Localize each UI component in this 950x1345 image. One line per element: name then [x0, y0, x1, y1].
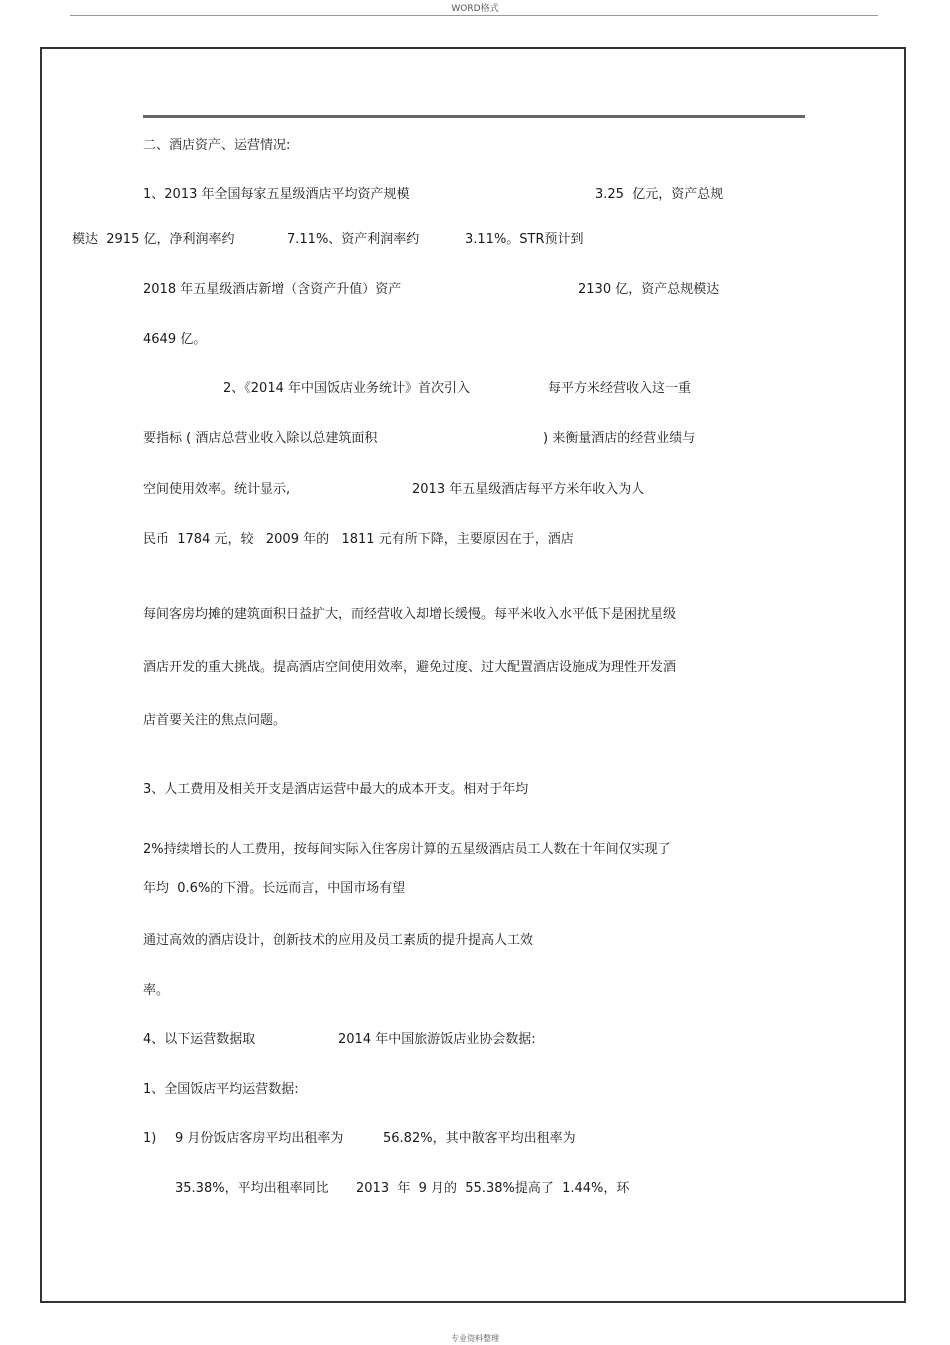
p2-line6: 酒店开发的重大挑战。提高酒店空间使用效率，避免过度、过大配置酒店设施成为理性开发酒 — [143, 660, 677, 675]
p2-line3-text: 空间使用效率。统计显示, — [143, 482, 291, 497]
p3-line3: 年均 0.6%的下滑。长远而言，中国市场有望 — [143, 881, 406, 896]
p1-line2-str: 3.11%。STR预计到 — [465, 232, 584, 247]
p4-line4-text: 35.38%，平均出租率同比 — [175, 1181, 329, 1196]
section-heading: 二、酒店资产、运营情况: — [143, 138, 291, 153]
p1-line1-value: 3.25 亿元，资产总规 — [595, 187, 724, 202]
p1-line2-profit: 7.11%、资产利润率约 — [287, 232, 420, 247]
p1-line3-text: 2018 年五星级酒店新增（含资产升值）资产 — [143, 282, 402, 297]
p4-line1-text: 4、以下运营数据取 — [143, 1032, 256, 1047]
p2-line5: 每间客房均摊的建筑面积日益扩大，而经营收入却增长缓慢。每平米收入水平低下是困扰星级 — [143, 607, 677, 622]
p2-line2-tail: ) 来衡量酒店的经营业绩与 — [543, 431, 696, 446]
p2-line1-tail: 每平方米经营收入这一重 — [548, 381, 692, 396]
p3-line2: 2%持续增长的人工费用，按每间实际入住客房计算的五星级酒店员工人数在十年间仅实现了 — [143, 842, 671, 857]
header-divider — [70, 15, 878, 16]
p1-line1-text: 1、2013 年全国每家五星级酒店平均资产规模 — [143, 187, 410, 202]
p2-line4: 民币 1784 元，较 2009 年的 1811 元有所下降，主要原因在于，酒店 — [143, 532, 574, 547]
p4-item-text: 9 月份饭店客房平均出租率为 — [175, 1131, 344, 1146]
p2-line2-text: 要指标 ( 酒店总营业收入除以总建筑面积 — [143, 431, 378, 446]
p4-item-number: 1) — [143, 1131, 157, 1146]
p2-line1-text: 2、《2014 年中国饭店业务统计》首次引入 — [223, 381, 470, 396]
section-divider — [143, 115, 805, 118]
p3-line1: 3、人工费用及相关开支是酒店运营中最大的成本开支。相对于年均 — [143, 782, 529, 797]
p4-line4-tail: 2013 年 9 月的 55.38%提高了 1.44%，环 — [356, 1181, 630, 1196]
p3-line4: 通过高效的酒店设计，创新技术的应用及员工素质的提升提高人工效 — [143, 933, 534, 948]
p1-line4: 4649 亿。 — [143, 332, 207, 347]
page-footer-text: 专业资料整理 — [451, 1334, 499, 1343]
p1-line3-value: 2130 亿，资产总规模达 — [578, 282, 720, 297]
p4-item-value: 56.82%，其中散客平均出租率为 — [383, 1131, 576, 1146]
p4-line1-source: 2014 年中国旅游饭店业协会数据: — [338, 1032, 536, 1047]
p2-line3-tail: 2013 年五星级酒店每平方米年收入为人 — [412, 482, 645, 497]
p1-line2-text: 模达 2915 亿，净利润率约 — [72, 232, 235, 247]
p2-line7: 店首要关注的焦点问题。 — [143, 713, 287, 728]
p3-line5: 率。 — [143, 983, 170, 998]
p4-subheading: 1、全国饭店平均运营数据: — [143, 1082, 299, 1097]
page-header-title: WORD格式 — [451, 4, 499, 14]
